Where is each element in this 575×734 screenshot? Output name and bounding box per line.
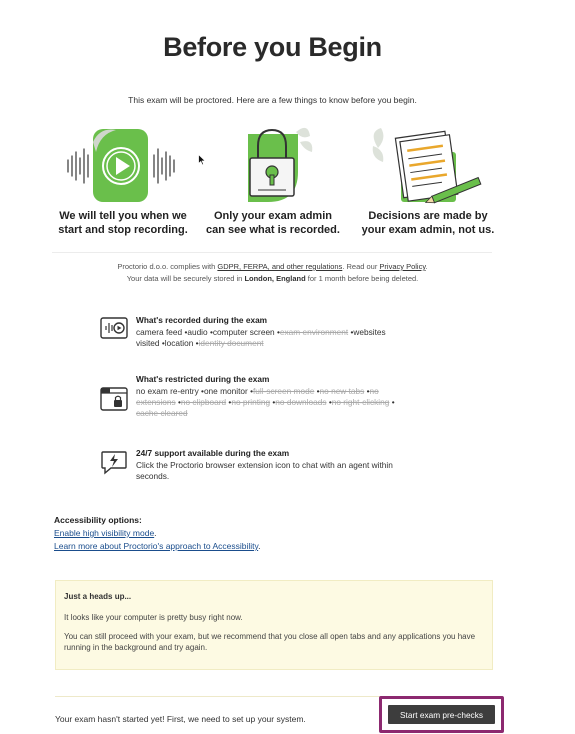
- cta-highlight-frame: [379, 696, 504, 733]
- restricted-item-disabled: no new tabs: [319, 386, 365, 396]
- heads-up-heading: Just a heads up...: [64, 592, 132, 601]
- footer-message: Your exam hasn't started yet! First, we need to set up your system.: [55, 714, 306, 724]
- section-divider: [52, 252, 492, 253]
- intro-text: This exam will be proctored. Here are a few things to know before you begin.: [128, 95, 417, 105]
- lock-icon: [188, 122, 358, 208]
- feature-caption-line2: start and stop recording.: [58, 224, 188, 236]
- link-period: .: [154, 528, 157, 538]
- high-visibility-mode-link[interactable]: Enable high visibility mode: [54, 528, 155, 538]
- storage-prefix: Your data will be securely stored in: [126, 274, 245, 283]
- restricted-item-disabled: cache cleared: [136, 408, 188, 418]
- recorded-item: visited: [136, 338, 160, 348]
- support-heading: 24/7 support available during the exam: [136, 448, 290, 458]
- legal-end: .: [425, 262, 428, 271]
- accessibility-options: [54, 514, 261, 553]
- recorded-item: camera feed: [136, 327, 183, 337]
- legal-notice: [0, 261, 545, 285]
- restricted-item-disabled: no clipboard: [180, 397, 227, 407]
- storage-location: London, England: [244, 274, 306, 283]
- feature-caption-line1: Decisions are made by: [368, 210, 488, 222]
- feature-caption-line2: can see what is recorded.: [206, 224, 340, 236]
- recorded-item: computer screen: [212, 327, 275, 337]
- heads-up-recommendation: You can still proceed with your exam, but we recommend that you close all open tabs and any applications you have running in the background and try again.: [64, 632, 476, 652]
- feature-caption-line1: We will tell you when we: [59, 210, 187, 222]
- link-period: .: [258, 541, 261, 551]
- accessibility-approach-link[interactable]: Learn more about Proctorio's approach to Accessibility: [54, 541, 259, 551]
- recorded-item: audio: [187, 327, 208, 337]
- start-exam-prechecks-button[interactable]: Start exam pre-checks: [388, 705, 495, 724]
- recording-icon: [100, 315, 128, 343]
- restricted-item: no exam re-entry: [136, 386, 199, 396]
- storage-suffix: for 1 month before being deleted.: [305, 274, 419, 283]
- feature-recording: [38, 122, 208, 237]
- accessibility-heading: Accessibility options:: [54, 515, 142, 525]
- legal-prefix: Proctorio d.o.o. complies with: [117, 262, 218, 271]
- legal-mid: . Read our: [342, 262, 380, 271]
- restricted-item-disabled: no right-clicking: [331, 397, 390, 407]
- gdpr-link[interactable]: GDPR, FERPA, and other regulations: [217, 262, 343, 271]
- support-text-line2: seconds.: [136, 471, 170, 481]
- recorded-item: location: [164, 338, 194, 348]
- restricted-item-disabled: no printing: [231, 397, 271, 407]
- feature-caption-line1: Only your exam admin: [214, 210, 332, 222]
- restricted-item-disabled: no: [369, 386, 379, 396]
- restricted-item-disabled: full-screen mode: [252, 386, 315, 396]
- chat-bolt-icon: [100, 448, 128, 476]
- restricted-heading: What's restricted during the exam: [136, 374, 270, 384]
- recorded-heading: What's recorded during the exam: [136, 315, 268, 325]
- page-title: Before you Begin: [163, 32, 382, 62]
- recorded-item: websites: [353, 327, 386, 337]
- restricted-item-disabled: no downloads: [275, 397, 327, 407]
- privacy-policy-link[interactable]: Privacy Policy: [379, 262, 426, 271]
- restricted-item-disabled: extensions: [136, 397, 176, 407]
- document-pen-icon: [343, 122, 513, 208]
- record-icon: [38, 122, 208, 208]
- recorded-item-disabled: identity document: [198, 338, 264, 348]
- feature-caption-line2: your exam admin, not us.: [361, 224, 495, 236]
- heads-up-message: It looks like your computer is pretty busy right now.: [64, 613, 243, 622]
- window-lock-icon: [100, 384, 128, 412]
- heads-up-notice: [55, 580, 493, 670]
- feature-decisions: [343, 122, 513, 237]
- recorded-item-disabled: exam environment: [279, 327, 349, 337]
- support-text-line1: Click the Proctorio browser extension icon to chat with an agent within: [136, 460, 393, 470]
- feature-admin-view: [188, 122, 358, 237]
- restricted-item: one monitor: [203, 386, 248, 396]
- mouse-cursor-icon: [198, 153, 206, 171]
